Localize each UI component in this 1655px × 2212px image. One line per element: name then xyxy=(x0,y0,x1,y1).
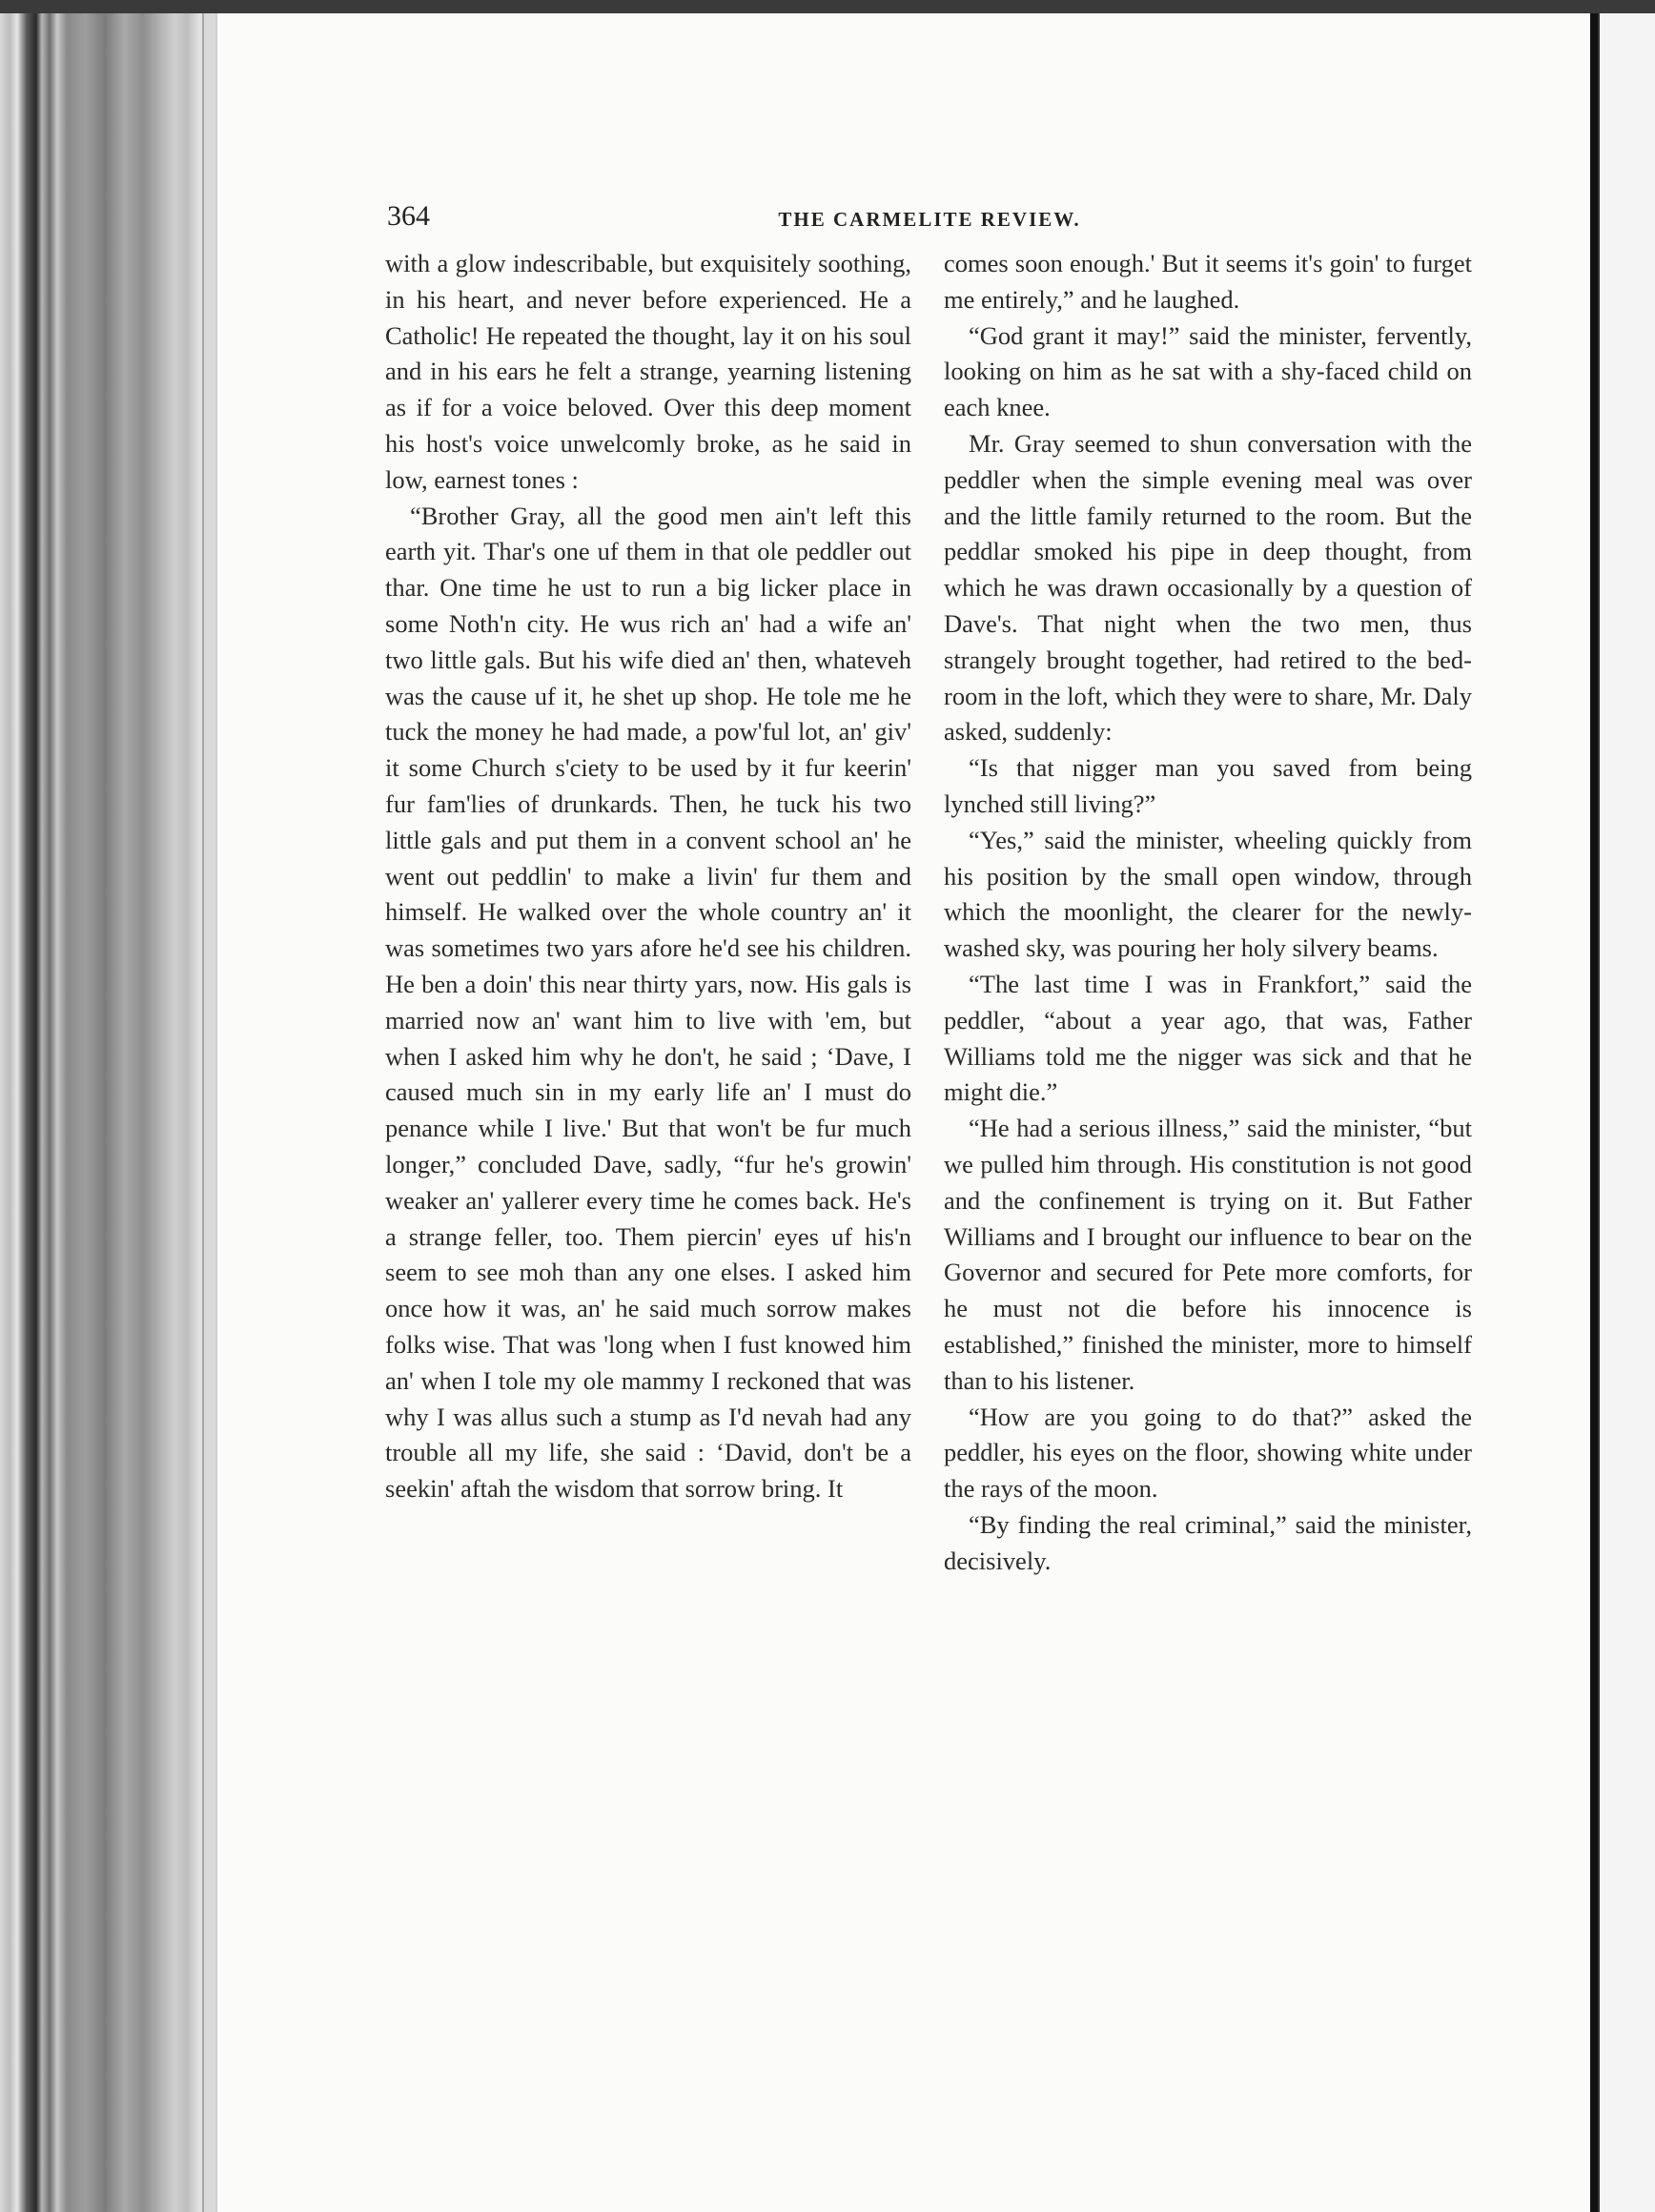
paragraph: comes soon enough.' But it seems it's goin' to furget me entirely,” and he laughed. xyxy=(944,249,1472,314)
scan-top-border xyxy=(0,0,1655,13)
left-column xyxy=(385,246,911,1507)
page-header xyxy=(387,200,1472,238)
paragraph: Mr. Gray seemed to shun conversation with the peddler when the simple evening meal was over and the little family returned to the room. But the peddlar smoked his pipe in deep thought, from which he was drawn occasionally by a question of Dave's. That night when the two men, thus strangely brought together, had retired to the bed-room in the loft, which they were to share, Mr. Daly asked, suddenly: xyxy=(944,428,1472,747)
paragraph: “The last time I was in Frankfort,” said the peddler, “about a year ago, that was, Father Williams told me the nigger was sick and that he might die.” xyxy=(944,969,1472,1107)
page-number: 364 xyxy=(387,200,430,232)
book-spine-pages xyxy=(0,13,215,2212)
scan-right-shadow xyxy=(1590,13,1598,2212)
paragraph: “Brother Gray, all the good men ain't left this earth yit. Thar's one uf them in that ole peddler out thar. One time he ust to run a big licker place in some Noth'n city. He wus rich an' had a wife an' two little gals. But his wife died an' then, whateveh was the cause uf it, he shet up shop. He tole me he tuck the money he had made, a pow'ful lot, an' giv' it some Church s'ciety to be used by it fur keerin' fur fam'lies of drunkards. Then, he tuck his two little gals and put them in a convent school an' he went out peddlin' to make a livin' fur them and himself. He walked over the whole country an' it was sometimes two yars afore he'd see his children. He ben a doin' this near thirty yars, now. His gals is married now an' want him to live with 'em, but when I asked him why he don't, he said ; ‘Dave, I caused much sin in my early life an' I must do penance while I live.' But that won't be fur much longer,” concluded Dave, sadly, “fur he's growin' weaker an' yallerer every time he comes back. He's a strange feller, too. Them piercin' eyes uf his'n seem to see moh than any one elses. I asked him once how it was, an' he said much sorrow makes folks wise. That was 'long when I fust knowed him an' when I tole my ole mammy I reckoned that was why I was allus such a stump as I'd nevah had any trouble all my life, she said : ‘David, don't be a seekin' aftah the wisdom that sorrow bring. It xyxy=(385,501,911,1504)
paragraph: with a glow indescribable, but exquisitely soothing, in his heart, and never before experienced. He a Catholic! He repeated the thought, lay it on his soul and in his ears he felt a strange, yearning listening as if for a voice beloved. Over this deep moment his host's voice unwelcomly broke, as he said in low, earnest tones : xyxy=(385,249,911,494)
running-head: THE CARMELITE REVIEW. xyxy=(778,208,1081,231)
right-column xyxy=(944,246,1472,1579)
paragraph: “Yes,” said the minister, wheeling quickly from his position by the small open window, through which the moonlight, the clearer for the newly-washed sky, was pouring her holy silvery beams. xyxy=(944,825,1472,963)
paragraph: “God grant it may!” said the minister, fervently, looking on him as he sat with a shy-faced child on each knee. xyxy=(944,320,1472,422)
paragraph: “Is that nigger man you saved from being lynched still living?” xyxy=(944,753,1472,818)
next-page-edge xyxy=(1598,13,1655,2212)
paragraph: “By finding the real criminal,” said the minister, decisively. xyxy=(944,1509,1472,1575)
paragraph: “How are you going to do that?” asked the peddler, his eyes on the floor, showing white under the rays of the moon. xyxy=(944,1402,1472,1504)
paragraph: “He had a serious illness,” said the minister, “but we pulled him through. His constitution is not good and the confinement is trying on it. But Father Williams and I brought our influence to bear on the Governor and secured for Pete more comforts, for he must not die before his innocence is established,” finished the minister, more to himself than to his listener. xyxy=(944,1114,1472,1395)
